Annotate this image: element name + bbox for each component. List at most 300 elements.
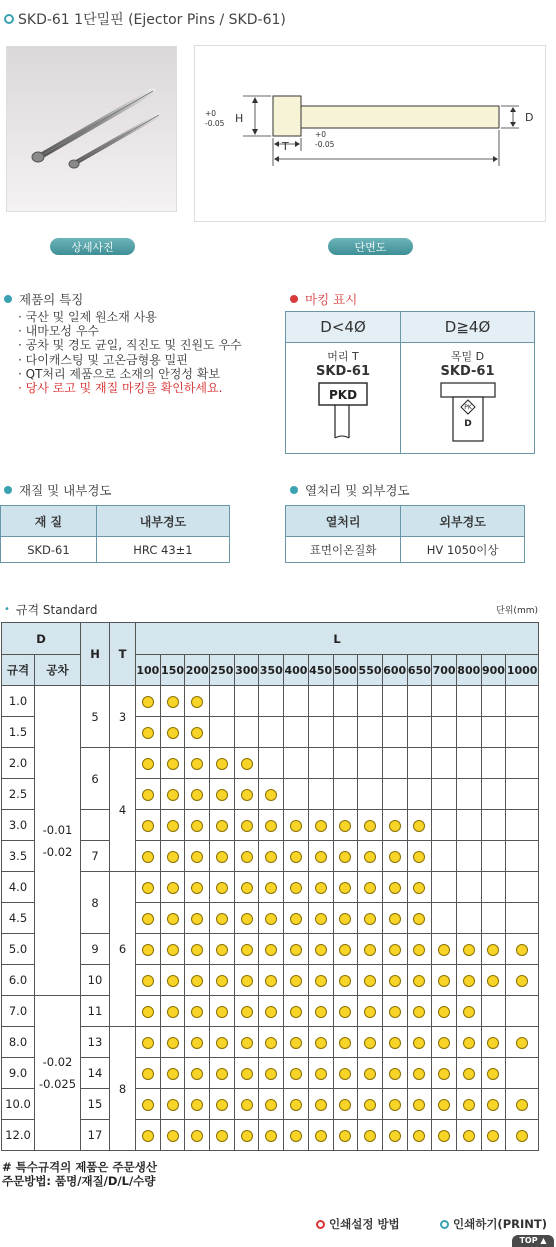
- print-setting-icon: [316, 1220, 325, 1229]
- bullet-ring-icon: [4, 14, 14, 24]
- availability-cell: [136, 717, 161, 748]
- length-header: 700: [432, 655, 457, 686]
- available-dot-icon: [339, 1037, 351, 1049]
- available-dot-icon: [315, 882, 327, 894]
- availability-cell: [284, 1058, 309, 1089]
- availability-cell: [259, 748, 284, 779]
- availability-cell: [308, 810, 333, 841]
- availability-cell: [456, 1089, 481, 1120]
- t-cell: 8: [110, 1027, 136, 1151]
- availability-cell: [333, 903, 358, 934]
- features-heading: [4, 290, 83, 308]
- detail-photo-button[interactable]: 상세사진: [50, 238, 135, 255]
- available-dot-icon: [191, 696, 203, 708]
- availability-cell: [358, 1027, 383, 1058]
- available-dot-icon: [413, 944, 425, 956]
- size-cell: 9.0: [2, 1058, 35, 1089]
- size-cell: 2.5: [2, 779, 35, 810]
- availability-cell: [432, 779, 457, 810]
- availability-cell: [185, 1120, 210, 1151]
- available-dot-icon: [315, 1037, 327, 1049]
- availability-cell: [333, 841, 358, 872]
- availability-cell: [333, 810, 358, 841]
- availability-cell: [259, 810, 284, 841]
- availability-cell: [234, 748, 259, 779]
- length-header: 500: [333, 655, 358, 686]
- available-dot-icon: [265, 789, 277, 801]
- available-dot-icon: [516, 944, 528, 956]
- availability-cell: [432, 841, 457, 872]
- length-header: 250: [210, 655, 235, 686]
- size-cell: 3.0: [2, 810, 35, 841]
- availability-cell: [210, 748, 235, 779]
- size-cell: 5.0: [2, 934, 35, 965]
- availability-cell: [432, 686, 457, 717]
- label-t: T: [282, 140, 289, 153]
- availability-cell: [382, 841, 407, 872]
- available-dot-icon: [265, 820, 277, 832]
- available-dot-icon: [290, 851, 302, 863]
- availability-cell: [210, 1089, 235, 1120]
- availability-cell: [481, 717, 506, 748]
- h-cell: 15: [81, 1089, 110, 1120]
- availability-cell: [284, 810, 309, 841]
- availability-cell: [259, 1058, 284, 1089]
- available-dot-icon: [438, 975, 450, 987]
- available-dot-icon: [290, 820, 302, 832]
- available-dot-icon: [290, 1037, 302, 1049]
- availability-cell: [259, 903, 284, 934]
- availability-cell: [308, 1120, 333, 1151]
- availability-cell: [210, 872, 235, 903]
- availability-cell: [185, 686, 210, 717]
- print-button[interactable]: 인쇄하기(PRINT): [440, 1216, 547, 1232]
- available-dot-icon: [463, 944, 475, 956]
- available-dot-icon: [216, 944, 228, 956]
- availability-cell: [160, 996, 185, 1027]
- svg-text:-0.05: -0.05: [205, 119, 225, 128]
- availability-cell: [234, 1058, 259, 1089]
- available-dot-icon: [241, 789, 253, 801]
- availability-cell: [407, 872, 432, 903]
- length-header: 150: [160, 655, 185, 686]
- availability-cell: [407, 1089, 432, 1120]
- availability-cell: [185, 810, 210, 841]
- availability-cell: [456, 965, 481, 996]
- h-cell: 9: [81, 934, 110, 965]
- cross-section-button[interactable]: 단면도: [328, 238, 413, 255]
- availability-cell: [234, 841, 259, 872]
- available-dot-icon: [389, 1130, 401, 1142]
- available-dot-icon: [167, 789, 179, 801]
- marking-title: 마킹 표시: [305, 292, 358, 307]
- available-dot-icon: [167, 1130, 179, 1142]
- head-t: T: [110, 623, 136, 686]
- size-cell: 10.0: [2, 1089, 35, 1120]
- h-cell: 7: [81, 841, 110, 872]
- availability-cell: [185, 965, 210, 996]
- available-dot-icon: [167, 944, 179, 956]
- availability-cell: [234, 686, 259, 717]
- length-header: 900: [481, 655, 506, 686]
- availability-cell: [382, 872, 407, 903]
- available-dot-icon: [241, 1037, 253, 1049]
- available-dot-icon: [216, 789, 228, 801]
- length-header: 300: [234, 655, 259, 686]
- available-dot-icon: [438, 1099, 450, 1111]
- heat-table: [285, 505, 525, 563]
- svg-text:+0: +0: [205, 109, 217, 118]
- available-dot-icon: [339, 944, 351, 956]
- h-cell: 13: [81, 1027, 110, 1058]
- available-dot-icon: [191, 1068, 203, 1080]
- available-dot-icon: [516, 1130, 528, 1142]
- availability-cell: [506, 903, 539, 934]
- available-dot-icon: [191, 1130, 203, 1142]
- availability-cell: [407, 779, 432, 810]
- availability-cell: [506, 779, 539, 810]
- availability-cell: [160, 748, 185, 779]
- available-dot-icon: [191, 758, 203, 770]
- availability-cell: [358, 965, 383, 996]
- availability-cell: [185, 903, 210, 934]
- features-list: [18, 310, 242, 395]
- available-dot-icon: [463, 1099, 475, 1111]
- material-table: [0, 505, 230, 563]
- size-cell: 7.0: [2, 996, 35, 1027]
- available-dot-icon: [364, 913, 376, 925]
- h-cell: 8: [81, 872, 110, 934]
- h-cell: 17: [81, 1120, 110, 1151]
- available-dot-icon: [167, 1037, 179, 1049]
- page-title-text: SKD-61 1단밀핀 (Ejector Pins / SKD-61): [18, 12, 286, 28]
- available-dot-icon: [241, 851, 253, 863]
- available-dot-icon: [191, 882, 203, 894]
- material-header: 재 질: [1, 506, 97, 537]
- availability-cell: [432, 748, 457, 779]
- available-dot-icon: [191, 727, 203, 739]
- available-dot-icon: [389, 882, 401, 894]
- availability-cell: [259, 872, 284, 903]
- availability-cell: [308, 1027, 333, 1058]
- marking-heading: [290, 290, 357, 308]
- availability-cell: [481, 841, 506, 872]
- availability-cell: [407, 686, 432, 717]
- availability-cell: [407, 841, 432, 872]
- availability-cell: [234, 779, 259, 810]
- availability-cell: [234, 1089, 259, 1120]
- availability-cell: [506, 934, 539, 965]
- availability-cell: [234, 965, 259, 996]
- available-dot-icon: [487, 1130, 499, 1142]
- bullet-icon: [290, 486, 298, 494]
- available-dot-icon: [413, 1006, 425, 1018]
- head-l: L: [136, 623, 539, 655]
- material-value: SKD-61: [1, 537, 97, 563]
- available-dot-icon: [142, 882, 154, 894]
- availability-cell: [308, 779, 333, 810]
- availability-cell: [333, 872, 358, 903]
- availability-cell: [407, 934, 432, 965]
- available-dot-icon: [413, 882, 425, 894]
- availability-cell: [234, 1027, 259, 1058]
- length-header: 100: [136, 655, 161, 686]
- available-dot-icon: [216, 851, 228, 863]
- available-dot-icon: [290, 944, 302, 956]
- available-dot-icon: [167, 882, 179, 894]
- spec-unit: 단위(mm): [496, 606, 538, 616]
- length-header: 800: [456, 655, 481, 686]
- available-dot-icon: [463, 1037, 475, 1049]
- availability-cell: [234, 717, 259, 748]
- h-cell: 6: [81, 748, 110, 810]
- t-cell: 4: [110, 748, 136, 872]
- available-dot-icon: [191, 1037, 203, 1049]
- top-button[interactable]: TOP ▲: [512, 1235, 554, 1247]
- availability-cell: [136, 1027, 161, 1058]
- available-dot-icon: [339, 1068, 351, 1080]
- head-h: H: [81, 623, 110, 686]
- available-dot-icon: [216, 913, 228, 925]
- availability-cell: [284, 686, 309, 717]
- availability-cell: [210, 779, 235, 810]
- available-dot-icon: [516, 975, 528, 987]
- bullet-icon: •: [4, 604, 10, 615]
- availability-cell: [308, 748, 333, 779]
- availability-cell: [333, 996, 358, 1027]
- availability-cell: [160, 1027, 185, 1058]
- available-dot-icon: [216, 1006, 228, 1018]
- availability-cell: [382, 934, 407, 965]
- table-row: [2, 872, 539, 903]
- availability-cell: [284, 779, 309, 810]
- availability-cell: [358, 748, 383, 779]
- available-dot-icon: [241, 1130, 253, 1142]
- list-item: · 공차 및 경도 균일, 직진도 및 진원도 우수: [18, 338, 242, 353]
- available-dot-icon: [339, 851, 351, 863]
- availability-cell: [210, 1120, 235, 1151]
- availability-cell: [506, 872, 539, 903]
- tolerance-cell: -0.01 -0.02: [35, 686, 81, 996]
- availability-cell: [185, 841, 210, 872]
- availability-cell: [481, 1120, 506, 1151]
- available-dot-icon: [290, 1068, 302, 1080]
- availability-cell: [432, 717, 457, 748]
- available-dot-icon: [413, 1037, 425, 1049]
- print-setting-button[interactable]: 인쇄설정 방법: [316, 1216, 400, 1232]
- available-dot-icon: [191, 1099, 203, 1111]
- size-cell: 3.5: [2, 841, 35, 872]
- available-dot-icon: [191, 975, 203, 987]
- available-dot-icon: [389, 851, 401, 863]
- availability-cell: [456, 686, 481, 717]
- availability-cell: [160, 1089, 185, 1120]
- table-row: [2, 1027, 539, 1058]
- availability-cell: [432, 903, 457, 934]
- availability-cell: [382, 748, 407, 779]
- available-dot-icon: [339, 820, 351, 832]
- table-row: [2, 965, 539, 996]
- availability-cell: [284, 1027, 309, 1058]
- length-header: 400: [284, 655, 309, 686]
- available-dot-icon: [167, 1006, 179, 1018]
- material-title: 재질 및 내부경도: [19, 483, 112, 498]
- spec-table: [1, 622, 539, 1151]
- availability-cell: [136, 1120, 161, 1151]
- availability-cell: [210, 996, 235, 1027]
- availability-cell: [506, 686, 539, 717]
- availability-cell: [185, 934, 210, 965]
- availability-cell: [456, 1058, 481, 1089]
- available-dot-icon: [364, 944, 376, 956]
- availability-cell: [185, 779, 210, 810]
- availability-cell: [160, 717, 185, 748]
- availability-cell: [456, 996, 481, 1027]
- availability-cell: [308, 872, 333, 903]
- availability-cell: [432, 965, 457, 996]
- availability-cell: [481, 779, 506, 810]
- availability-cell: [407, 1120, 432, 1151]
- availability-cell: [284, 841, 309, 872]
- availability-cell: [456, 717, 481, 748]
- available-dot-icon: [339, 882, 351, 894]
- availability-cell: [234, 1120, 259, 1151]
- availability-cell: [382, 1089, 407, 1120]
- available-dot-icon: [315, 944, 327, 956]
- available-dot-icon: [142, 944, 154, 956]
- availability-cell: [308, 841, 333, 872]
- available-dot-icon: [216, 1037, 228, 1049]
- availability-cell: [432, 810, 457, 841]
- availability-cell: [210, 686, 235, 717]
- available-dot-icon: [265, 913, 277, 925]
- available-dot-icon: [438, 1068, 450, 1080]
- availability-cell: [407, 748, 432, 779]
- bullet-icon: [4, 486, 12, 494]
- list-item-note: · 당사 로고 및 재질 마킹을 확인하세요.: [18, 381, 223, 396]
- available-dot-icon: [389, 1099, 401, 1111]
- availability-cell: [210, 810, 235, 841]
- length-header: 1000: [506, 655, 539, 686]
- availability-cell: [284, 872, 309, 903]
- available-dot-icon: [241, 913, 253, 925]
- available-dot-icon: [315, 1068, 327, 1080]
- available-dot-icon: [290, 882, 302, 894]
- label-h: H: [235, 112, 244, 125]
- availability-cell: [210, 965, 235, 996]
- availability-cell: [456, 841, 481, 872]
- available-dot-icon: [315, 975, 327, 987]
- availability-cell: [284, 1120, 309, 1151]
- availability-cell: [160, 841, 185, 872]
- availability-cell: [456, 903, 481, 934]
- page-title: [4, 10, 286, 28]
- available-dot-icon: [463, 975, 475, 987]
- available-dot-icon: [487, 1099, 499, 1111]
- availability-cell: [358, 841, 383, 872]
- list-item: · QT처리 제품으로 소재의 안정성 확보: [18, 366, 220, 381]
- availability-cell: [210, 717, 235, 748]
- availability-cell: [284, 903, 309, 934]
- availability-cell: [136, 748, 161, 779]
- available-dot-icon: [167, 727, 179, 739]
- available-dot-icon: [265, 975, 277, 987]
- availability-cell: [259, 841, 284, 872]
- availability-cell: [382, 965, 407, 996]
- availability-cell: [506, 717, 539, 748]
- available-dot-icon: [142, 913, 154, 925]
- available-dot-icon: [413, 913, 425, 925]
- availability-cell: [407, 810, 432, 841]
- available-dot-icon: [364, 1006, 376, 1018]
- outer-hardness-header: 외부경도: [401, 506, 525, 537]
- availability-cell: [136, 1089, 161, 1120]
- length-header: 600: [382, 655, 407, 686]
- availability-cell: [308, 903, 333, 934]
- availability-cell: [160, 1058, 185, 1089]
- h-cell: 11: [81, 996, 110, 1027]
- head-d: D: [2, 623, 81, 655]
- availability-cell: [432, 1027, 457, 1058]
- availability-cell: [333, 686, 358, 717]
- hardness-header: 내부경도: [96, 506, 229, 537]
- availability-cell: [333, 965, 358, 996]
- availability-cell: [136, 934, 161, 965]
- heat-heading: [290, 481, 410, 499]
- availability-cell: [136, 810, 161, 841]
- available-dot-icon: [216, 1130, 228, 1142]
- availability-cell: [407, 1027, 432, 1058]
- availability-cell: [234, 810, 259, 841]
- available-dot-icon: [389, 820, 401, 832]
- available-dot-icon: [167, 696, 179, 708]
- available-dot-icon: [142, 820, 154, 832]
- availability-cell: [308, 934, 333, 965]
- availability-cell: [185, 996, 210, 1027]
- length-header: 350: [259, 655, 284, 686]
- available-dot-icon: [315, 1130, 327, 1142]
- tolerance-cell: -0.02 -0.025: [35, 996, 81, 1151]
- availability-cell: [160, 934, 185, 965]
- availability-cell: [382, 903, 407, 934]
- availability-cell: [259, 1089, 284, 1120]
- availability-cell: [358, 1120, 383, 1151]
- availability-cell: [234, 934, 259, 965]
- availability-cell: [284, 717, 309, 748]
- availability-cell: [506, 996, 539, 1027]
- availability-cell: [160, 686, 185, 717]
- availability-cell: [456, 1027, 481, 1058]
- availability-cell: [432, 1058, 457, 1089]
- stamp-pk: PK: [463, 404, 472, 411]
- availability-cell: [481, 872, 506, 903]
- availability-cell: [506, 1089, 539, 1120]
- available-dot-icon: [339, 1130, 351, 1142]
- available-dot-icon: [142, 1037, 154, 1049]
- availability-cell: [358, 934, 383, 965]
- available-dot-icon: [364, 820, 376, 832]
- size-cell: 4.0: [2, 872, 35, 903]
- availability-cell: [382, 1058, 407, 1089]
- available-dot-icon: [487, 975, 499, 987]
- size-cell: 6.0: [2, 965, 35, 996]
- available-dot-icon: [216, 882, 228, 894]
- heat-header: 열처리: [286, 506, 401, 537]
- availability-cell: [481, 965, 506, 996]
- availability-cell: [160, 779, 185, 810]
- size-cell: 1.5: [2, 717, 35, 748]
- availability-cell: [506, 1120, 539, 1151]
